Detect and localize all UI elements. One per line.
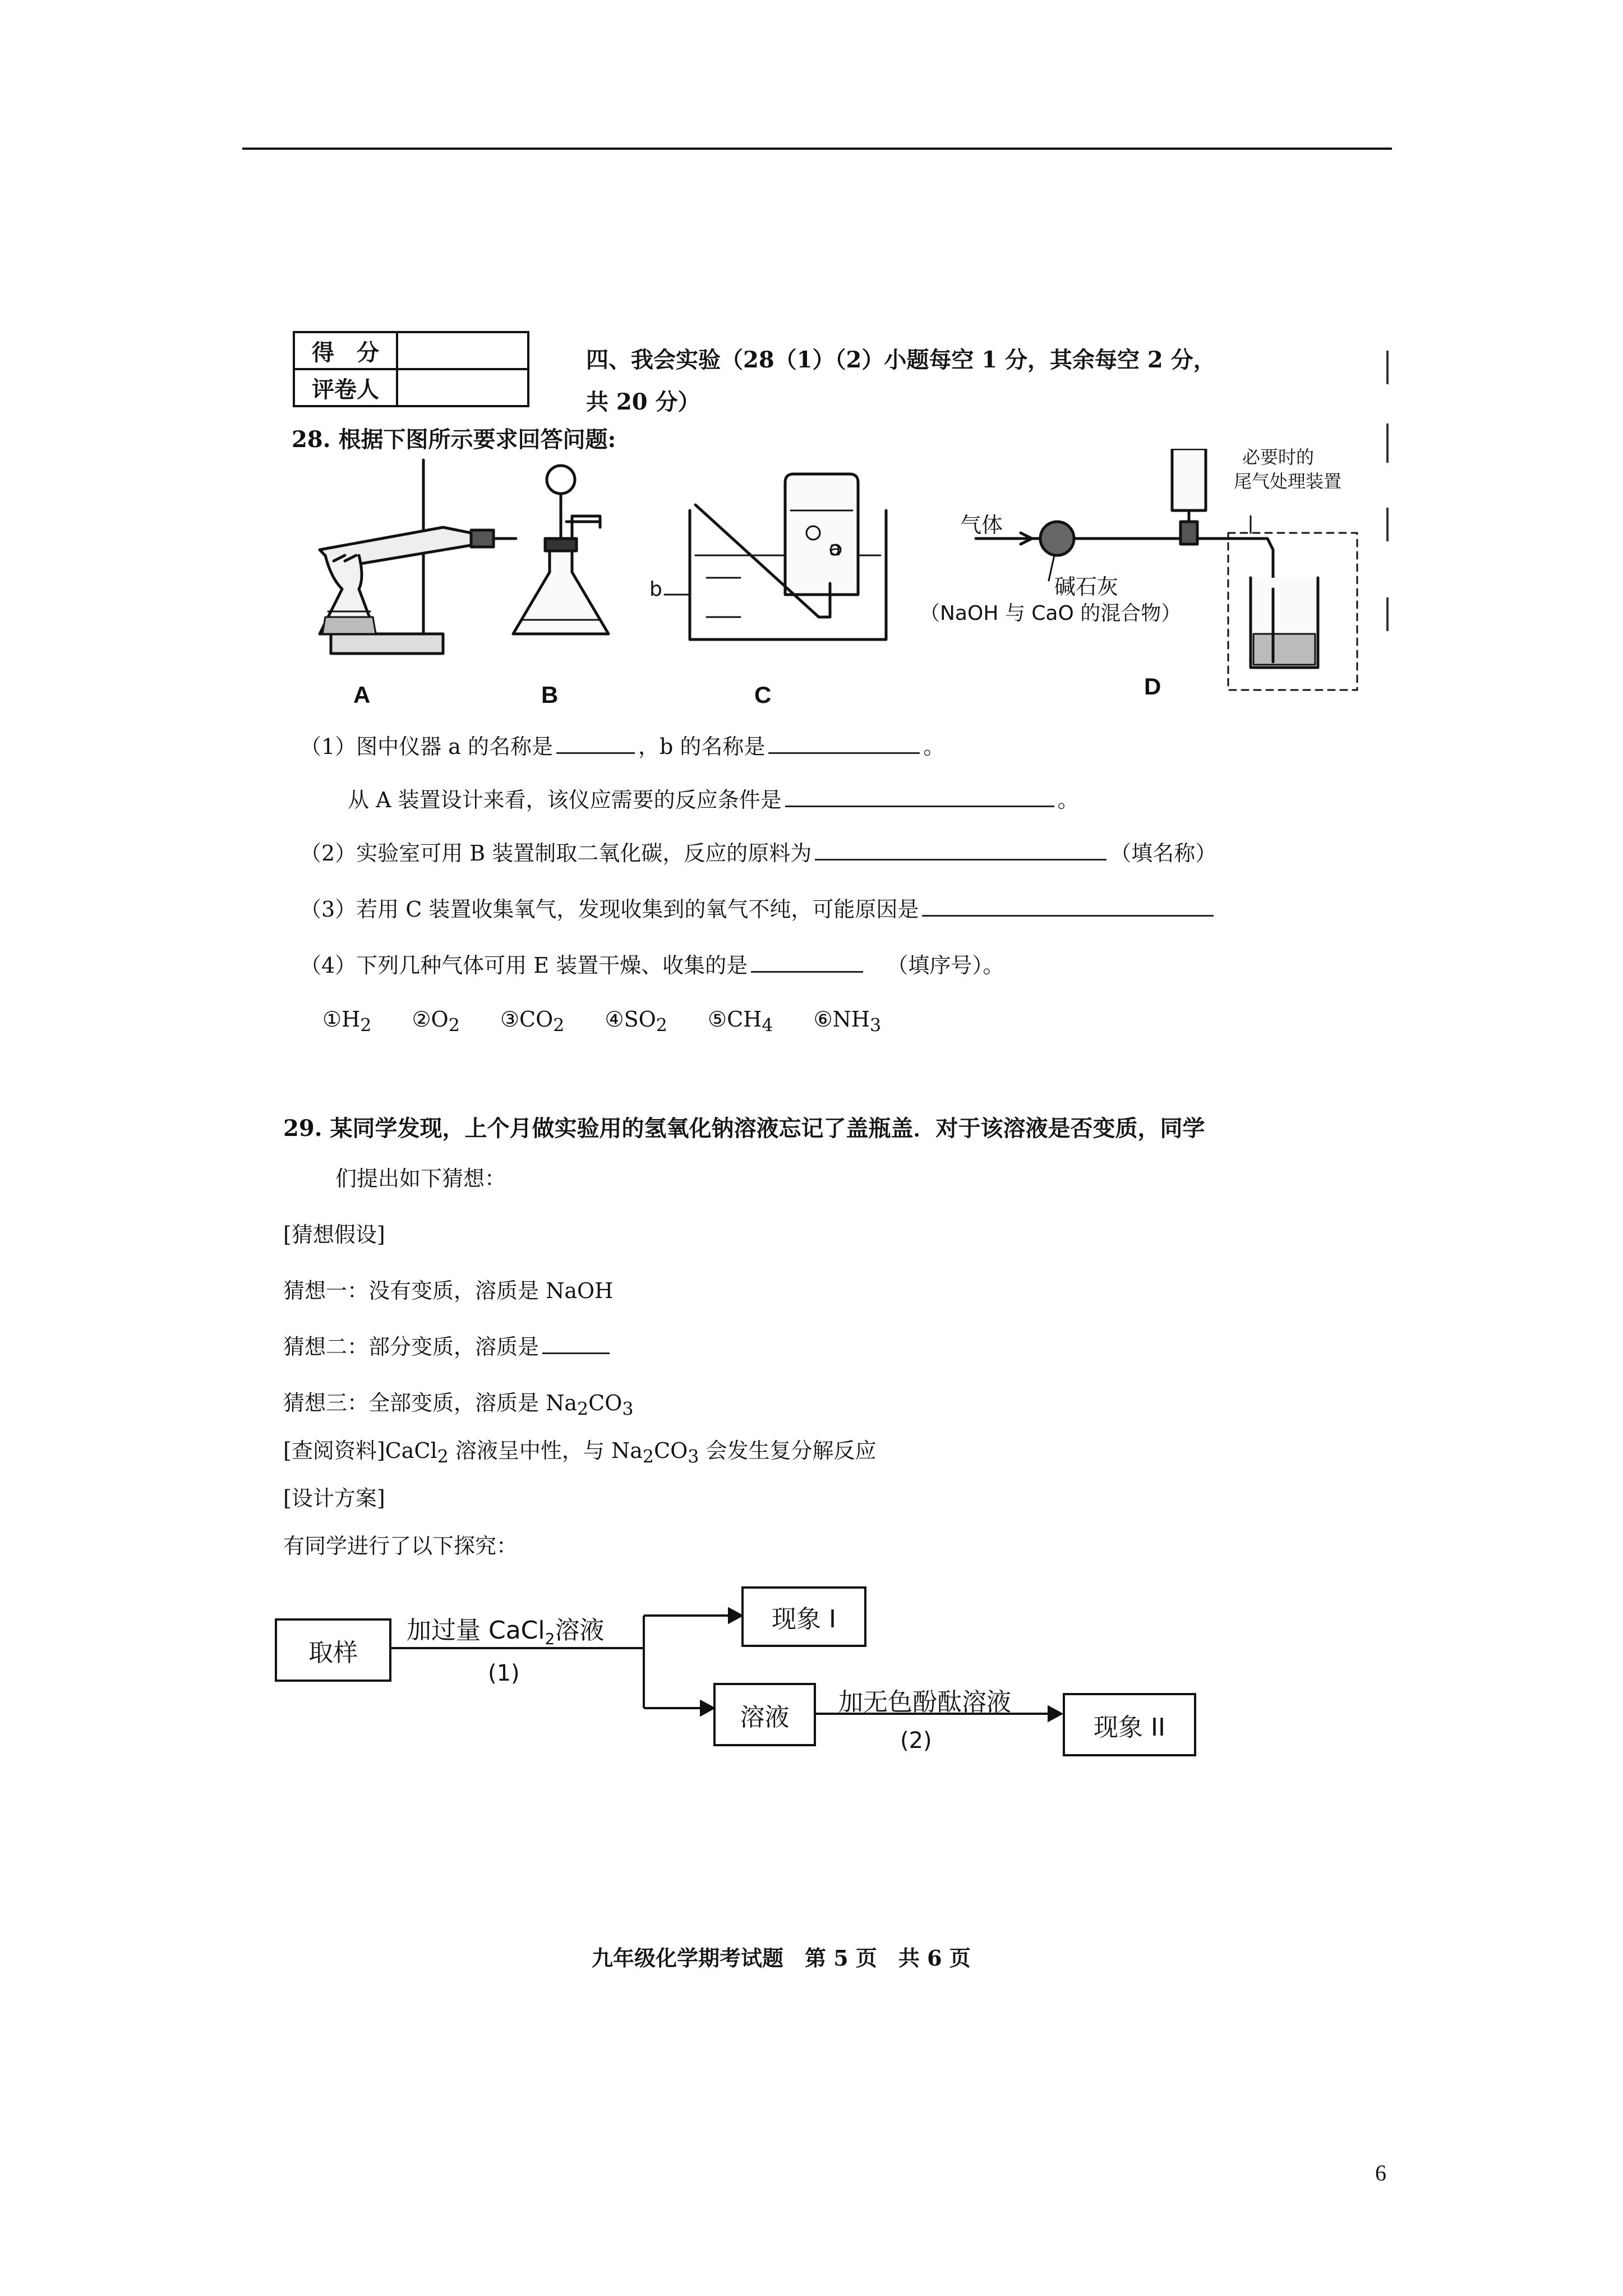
reference-info: [查阅资料]CaCl$_2$ 溶液呈中性，与 $Na_2CO_3$ 会发生复分解反应 (283, 1438, 877, 1467)
design-heading: [设计方案] (283, 1486, 385, 1511)
d-limestone-label: 碱石灰 (1054, 574, 1119, 599)
page-number: 6 (1375, 2160, 1386, 2185)
apparatus-label-c: C (754, 682, 772, 708)
guess-three: 猜想三：全部变质，溶质是 $Na_2CO_3$ (283, 1391, 634, 1420)
label-b-instrument: b (649, 578, 662, 601)
q28-stem: 28. 根据下图所示要求回答问题: (292, 426, 616, 453)
section-note-line2: 共 20 分） (586, 389, 700, 415)
page-footer: 九年级化学期考试题 第 5 页 共 6 页 (592, 1945, 971, 1971)
hypothesis-heading: [猜想假设] (283, 1222, 385, 1247)
q28-p1-end: 。 (923, 734, 945, 759)
option-nh3: $⑥NH_3$ (813, 1007, 882, 1036)
guess-one: 猜想一：没有变质，溶质是 NaOH (283, 1278, 614, 1303)
apparatus-label-d: D (1144, 673, 1161, 700)
section-note: （28（1）（2）小题每空 1 分，其余每空 2 分， (721, 347, 1216, 373)
flow-sample-box (275, 1618, 391, 1682)
flow-solution-box (713, 1683, 816, 1746)
d-note-line2: 必要时的 (1242, 447, 1315, 468)
q28-p1-line2-end: 。 (1057, 788, 1079, 812)
option-co2: $③CO_2$ (500, 1007, 565, 1036)
label-a-instrument: a (829, 537, 842, 560)
flow-phenomenon2-box (1063, 1693, 1196, 1756)
d-mixture-label: （NaOH 与 CaO 的混合物） (920, 602, 1182, 625)
apparatus-label-b: B (541, 682, 559, 708)
option-h2: $①H_2$ (322, 1007, 372, 1036)
option-o2: $②O_2$ (412, 1007, 460, 1036)
flow-reagent1: 加过量 CaCl$_2$溶液 (407, 1616, 605, 1648)
q29-stem-line1: 29. 某同学发现，上个月做实验用的氢氧化钠溶液忘记了盖瓶盖．对于该溶液是否变质，同学 (283, 1115, 1205, 1142)
q28-p4-end: （填序号）。 (887, 953, 1004, 978)
scan-edge-marks (1384, 351, 1392, 631)
option-so2: $④SO_2$ (605, 1007, 667, 1036)
flow-solution-label: 溶液 (740, 1703, 790, 1732)
flow-phenomenon2-label: 现象 II (1094, 1713, 1165, 1742)
flow-reagent2: 加无色酚酞溶液 (838, 1688, 1011, 1717)
d-note-line1: 尾气处理装置 (1234, 471, 1342, 492)
apparatus-label-a: A (353, 682, 371, 708)
option-ch4: $⑤CH_4$ (708, 1007, 773, 1036)
grader-label: 评卷人 (294, 369, 397, 406)
q28-p1-text-b: ，b 的名称是 (638, 734, 766, 759)
flow-sample-label: 取样 (308, 1638, 358, 1667)
q28-p2-text: （2）实验室可用 B 装置制取二氧化碳，反应的原料为 (300, 841, 812, 866)
section-title: 四、我会实验 (586, 347, 721, 373)
flow-step2: (2) (900, 1728, 932, 1754)
q28-p3-text: （3）若用 C 装置收集氧气，发现收集到的氧气不纯，可能原因是 (300, 897, 919, 922)
q28-p4-text: （4）下列几种气体可用 E 装置干燥、收集的是 (300, 953, 748, 978)
score-label: 得 分 (294, 332, 397, 369)
d-gas-label: 气体 (960, 513, 1003, 537)
flow-phenomenon1-label: 现象 I (772, 1605, 836, 1634)
q29-stem-line2: 们提出如下猜想： (335, 1166, 506, 1191)
q28-p1-text: （1）图中仪器 a 的名称是 (300, 734, 553, 759)
q28-p2-end: （填名称） (1110, 841, 1217, 866)
q28-p1-line2-text: 从 A 装置设计来看，该仪应需要的反应条件是 (348, 788, 782, 812)
guess-two-text: 猜想二：部分变质，溶质是 (283, 1335, 540, 1359)
flow-phenomenon1-box (741, 1586, 866, 1647)
flow-step1: (1) (488, 1660, 520, 1686)
design-intro: 有同学进行了以下探究： (283, 1534, 518, 1558)
